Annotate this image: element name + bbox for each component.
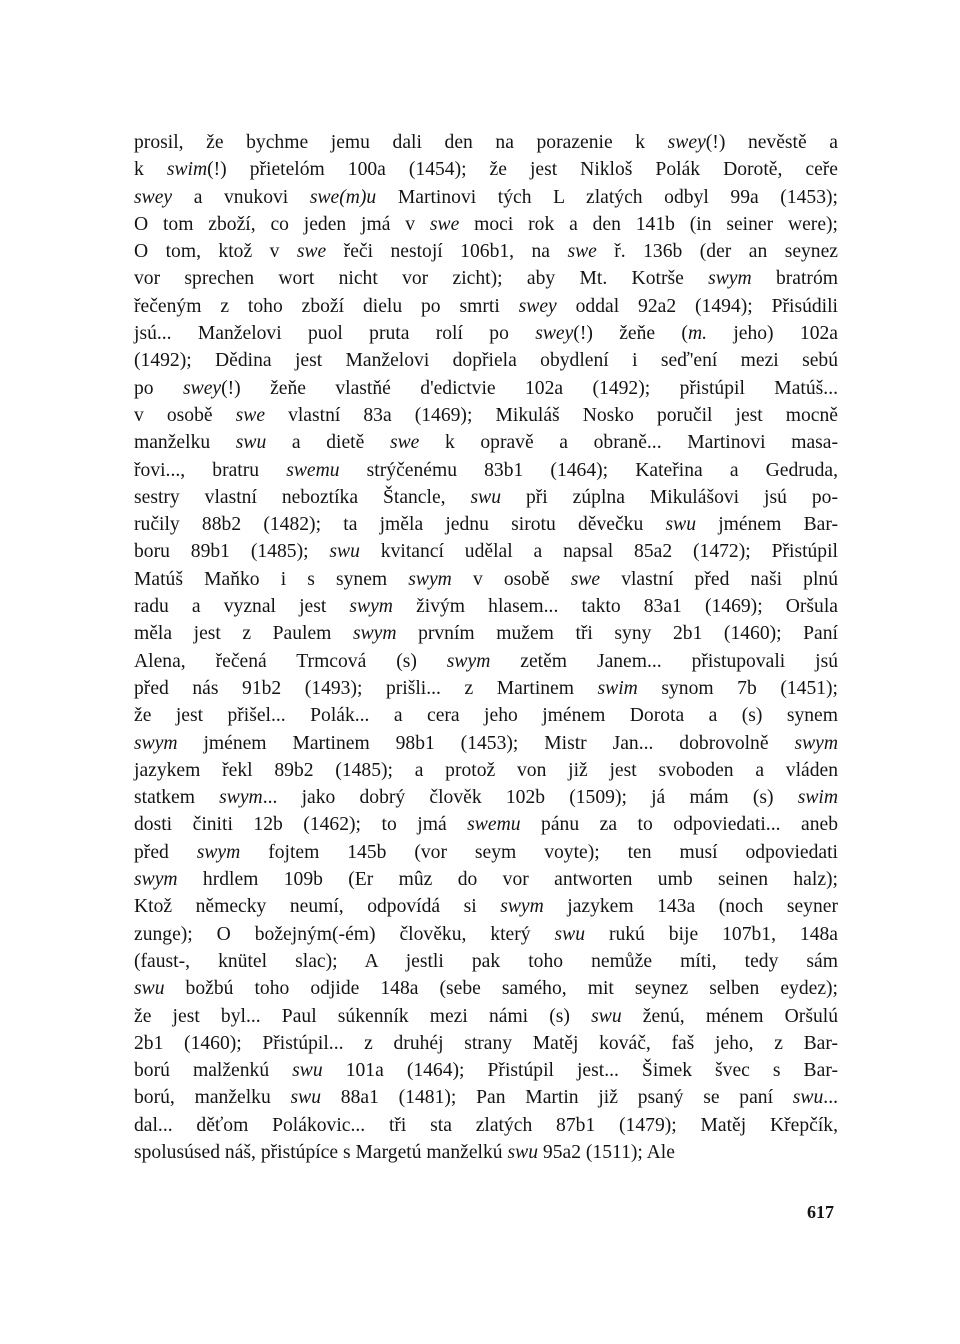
text-segment: vor sprechen wort nicht vor zicht); aby Mt. Kotrše xyxy=(134,268,709,290)
italic-word: swym xyxy=(408,568,452,590)
text-line xyxy=(134,757,838,784)
italic-word: swym xyxy=(500,896,544,918)
text-segment: a vnukovi xyxy=(172,186,310,208)
italic-word: m. xyxy=(687,323,707,345)
text-segment: kvitancí udělal a napsal 85a2 (1472); Přistúpil xyxy=(359,541,838,563)
italic-word: swey xyxy=(518,295,557,317)
text-segment: řovi..., bratru xyxy=(134,459,287,481)
text-segment: řeči nestojí 106b1, na xyxy=(326,241,568,263)
text-segment: 95a2 (1511); Ale xyxy=(538,1141,675,1163)
text-line xyxy=(134,784,838,811)
text-segment: vlastní 83a (1469); Mikuláš Nosko poručil jest mocně xyxy=(265,404,838,426)
text-segment: řečeným z toho zboží dielu po smrti xyxy=(134,295,519,317)
italic-word: swe xyxy=(567,241,597,263)
italic-word: swe xyxy=(570,568,601,590)
text-segment: zunge); O božejným(-ém) člověku, který xyxy=(134,923,555,945)
text-segment: ženú, ménem Oršulú xyxy=(621,1005,838,1027)
text-segment: synom 7b (1451); xyxy=(637,677,839,699)
text-segment: že jest přišel... Polák... a cera jeho jménem Dorota a (s) synem xyxy=(134,705,838,727)
page-number: 617 xyxy=(807,1202,834,1222)
italic-word: swu xyxy=(470,486,501,508)
text-segment: prvním mužem tři syny 2b1 (1460); Paní xyxy=(396,623,838,645)
text-line xyxy=(134,1057,838,1084)
text-segment: hrdlem 109b (Er mûz do vor antworten umb seinen halz); xyxy=(177,869,838,891)
text-segment: 101a (1464); Přistúpil jest... Šimek švec s Bar- xyxy=(322,1060,838,1082)
italic-word: swe xyxy=(296,241,327,263)
text-segment: jménem Bar- xyxy=(696,514,838,536)
text-line xyxy=(134,511,838,538)
italic-word: swemu xyxy=(467,814,521,836)
text-line xyxy=(134,238,838,265)
italic-word: swu xyxy=(235,432,267,454)
text-segment: při zúplna Mikulášovi jsú po- xyxy=(501,486,838,508)
italic-word: swym xyxy=(349,596,393,618)
text-segment: (!) žeňe vlastňé d'edictvie 102a (1492); přistúpil Matúš... xyxy=(221,377,838,399)
text-segment: ború, manželku xyxy=(134,1087,291,1109)
text-segment: Matúš Maňko i s synem xyxy=(134,568,409,590)
text-segment: ború malženkú xyxy=(134,1060,293,1082)
italic-word: swe xyxy=(389,432,420,454)
text-segment: 2b1 (1460); Přistúpil... z druhéj strany Matěj kováč, faš jeho, z Bar- xyxy=(134,1032,838,1054)
text-segment: Alena, řečená Trmcová (s) xyxy=(134,650,447,672)
italic-word: swey xyxy=(183,377,222,399)
text-line xyxy=(134,702,838,729)
italic-word: swym xyxy=(446,650,491,672)
text-segment: v osobě xyxy=(134,404,236,426)
text-segment: (!) žeňe ( xyxy=(573,323,688,345)
italic-word: swu xyxy=(665,514,696,536)
italic-word: swym xyxy=(219,787,263,809)
text-segment: 88a1 (1481); Pan Martin již psaný se paní xyxy=(321,1087,793,1109)
text-line xyxy=(134,265,838,292)
text-segment: po xyxy=(134,377,183,399)
italic-word: swu xyxy=(290,1087,322,1109)
text-line xyxy=(134,184,838,211)
text-segment: v osobě xyxy=(451,568,571,590)
text-line xyxy=(134,593,838,620)
text-segment: před nás 91b2 (1493); prišli... z Martinem xyxy=(134,677,598,699)
italic-word: swym xyxy=(134,869,178,891)
text-segment: rukú bije 107b1, 148a xyxy=(585,923,838,945)
text-line xyxy=(134,1112,838,1139)
italic-word: swey xyxy=(535,323,574,345)
text-line xyxy=(134,811,838,838)
text-line xyxy=(134,730,838,757)
text-segment: fojtem 145b (vor seym voyte); ten musí odpoviedati xyxy=(240,841,838,863)
text-segment: dal... děťom Polákovic... tři sta zlatých 87b1 (1479); Matěj Křepčík, xyxy=(134,1114,838,1136)
text-line xyxy=(134,293,838,320)
text-segment: před xyxy=(134,841,197,863)
text-segment: jazykem 143a (noch seyner xyxy=(543,896,838,918)
text-segment: božbú toho odjide 148a (sebe samého, mit seynez selben eydez); xyxy=(164,978,838,1000)
text-line xyxy=(134,375,838,402)
text-segment: pánu za to odpoviedati... aneb xyxy=(520,814,838,836)
text-segment: měla jest z Paulem xyxy=(134,623,353,645)
italic-word: swu xyxy=(134,978,165,1000)
text-segment: manželku xyxy=(134,432,236,454)
text-line xyxy=(134,347,838,374)
text-segment: sestry vlastní neboztíka Štancle, xyxy=(134,486,471,508)
text-segment: prosil, že bychme jemu dali den na porazenie k xyxy=(134,132,668,153)
italic-word: swe(m)u xyxy=(309,186,377,208)
text-line xyxy=(134,211,838,238)
text-segment: vlastní před naši plnú xyxy=(600,568,838,590)
text-segment: dosti činiti 12b (1462); to jmá xyxy=(134,814,468,836)
text-line xyxy=(134,675,838,702)
text-line xyxy=(134,893,838,920)
body-text xyxy=(134,129,838,1166)
italic-word: swim xyxy=(597,677,638,699)
text-segment: strýčenému 83b1 (1464); Kateřina a Gedruda, xyxy=(339,459,838,481)
italic-word: swe xyxy=(235,404,266,426)
text-segment: (faust-, knütel slac); A jestli pak toho nemůže míti, tedy sám xyxy=(134,950,838,972)
text-segment: Martinovi tých L zlatých odbyl 99a (1453); xyxy=(376,186,838,208)
italic-word: swym xyxy=(794,732,838,754)
italic-word: swemu xyxy=(286,459,340,481)
italic-word: swym xyxy=(134,732,178,754)
text-line xyxy=(134,948,838,975)
text-line xyxy=(134,839,838,866)
italic-word: swym xyxy=(708,268,752,290)
italic-word: swu xyxy=(792,1087,824,1109)
text-line xyxy=(134,620,838,647)
italic-word: swu xyxy=(292,1060,323,1082)
text-line xyxy=(134,1003,838,1030)
text-segment: radu a vyznal jest xyxy=(134,596,350,618)
text-segment: ... xyxy=(823,1087,838,1109)
italic-word: swu xyxy=(554,923,586,945)
italic-word: swe xyxy=(429,213,460,235)
italic-word: swey xyxy=(134,186,173,208)
text-segment: spolusúsed náš, přistúpíce s Margetú manželkú xyxy=(134,1141,508,1163)
text-line xyxy=(134,156,838,183)
text-line xyxy=(134,975,838,1002)
text-segment: O tom, ktož v xyxy=(134,241,297,263)
text-line xyxy=(134,1084,838,1111)
text-line xyxy=(134,429,838,456)
text-segment: jazykem řekl 89b2 (1485); a protož von již jest svoboden a vláden xyxy=(134,759,838,781)
text-line xyxy=(134,484,838,511)
text-segment: jeho) 102a xyxy=(707,323,838,345)
text-segment: (!) přietelóm 100a (1454); že jest Nikloš Polák Dorotě, ceře xyxy=(207,159,838,181)
text-segment: jménem Martinem 98b1 (1453); Mistr Jan... dobrovolně xyxy=(177,732,795,754)
text-line xyxy=(134,457,838,484)
italic-word: swu xyxy=(507,1141,538,1163)
text-line xyxy=(134,866,838,893)
text-segment: jsú... Manželovi puol pruta rolí po xyxy=(134,323,536,345)
text-line xyxy=(134,921,838,948)
text-segment: O tom zboží, co jeden jmá v xyxy=(134,213,430,235)
text-line xyxy=(134,320,838,347)
text-segment: zetěm Janem... přistupovali jsú xyxy=(490,650,838,672)
text-segment: bratróm xyxy=(751,268,838,290)
text-segment: k opravě a obraně... Martinovi masa- xyxy=(419,432,838,454)
text-line xyxy=(134,1139,838,1166)
italic-word: swey xyxy=(667,132,706,153)
text-segment: k xyxy=(134,159,167,181)
text-line xyxy=(134,402,838,429)
text-line xyxy=(134,538,838,565)
italic-word: swu xyxy=(329,541,360,563)
text-segment: ... jako dobrý člověk 102b (1509); já mám (s) xyxy=(262,787,798,809)
italic-word: swu xyxy=(591,1005,622,1027)
italic-word: swim xyxy=(166,159,208,181)
text-segment: ručily 88b2 (1482); ta jměla jednu sirotu děvečku xyxy=(134,514,666,536)
text-segment: (1492); Dědina jest Manželovi dopřiela obydlení i seď'ení mezi sebú xyxy=(134,350,838,372)
text-segment: statkem xyxy=(134,787,220,809)
text-segment: boru 89b1 (1485); xyxy=(134,541,330,563)
italic-word: swym xyxy=(352,623,397,645)
text-segment: (!) nevěstě a xyxy=(705,132,838,153)
text-line xyxy=(134,648,838,675)
text-segment: že jest byl... Paul súkenník mezi námi (s) xyxy=(134,1005,592,1027)
italic-word: swim xyxy=(797,787,838,809)
text-segment: oddal 92a2 (1494); Přisúdili xyxy=(556,295,839,317)
text-segment: Ktož německy neumí, odpovídá si xyxy=(134,896,501,918)
text-line xyxy=(134,1030,838,1057)
text-segment: a dietě xyxy=(266,432,390,454)
text-line xyxy=(134,566,838,593)
text-segment: živým hlasem... takto 83a1 (1469); Oršula xyxy=(392,596,838,618)
text-segment: ř. 136b (der an seynez xyxy=(596,241,838,263)
italic-word: swym xyxy=(196,841,241,863)
text-segment: moci rok a den 141b (in seiner were); xyxy=(459,213,838,235)
text-line xyxy=(134,129,838,156)
